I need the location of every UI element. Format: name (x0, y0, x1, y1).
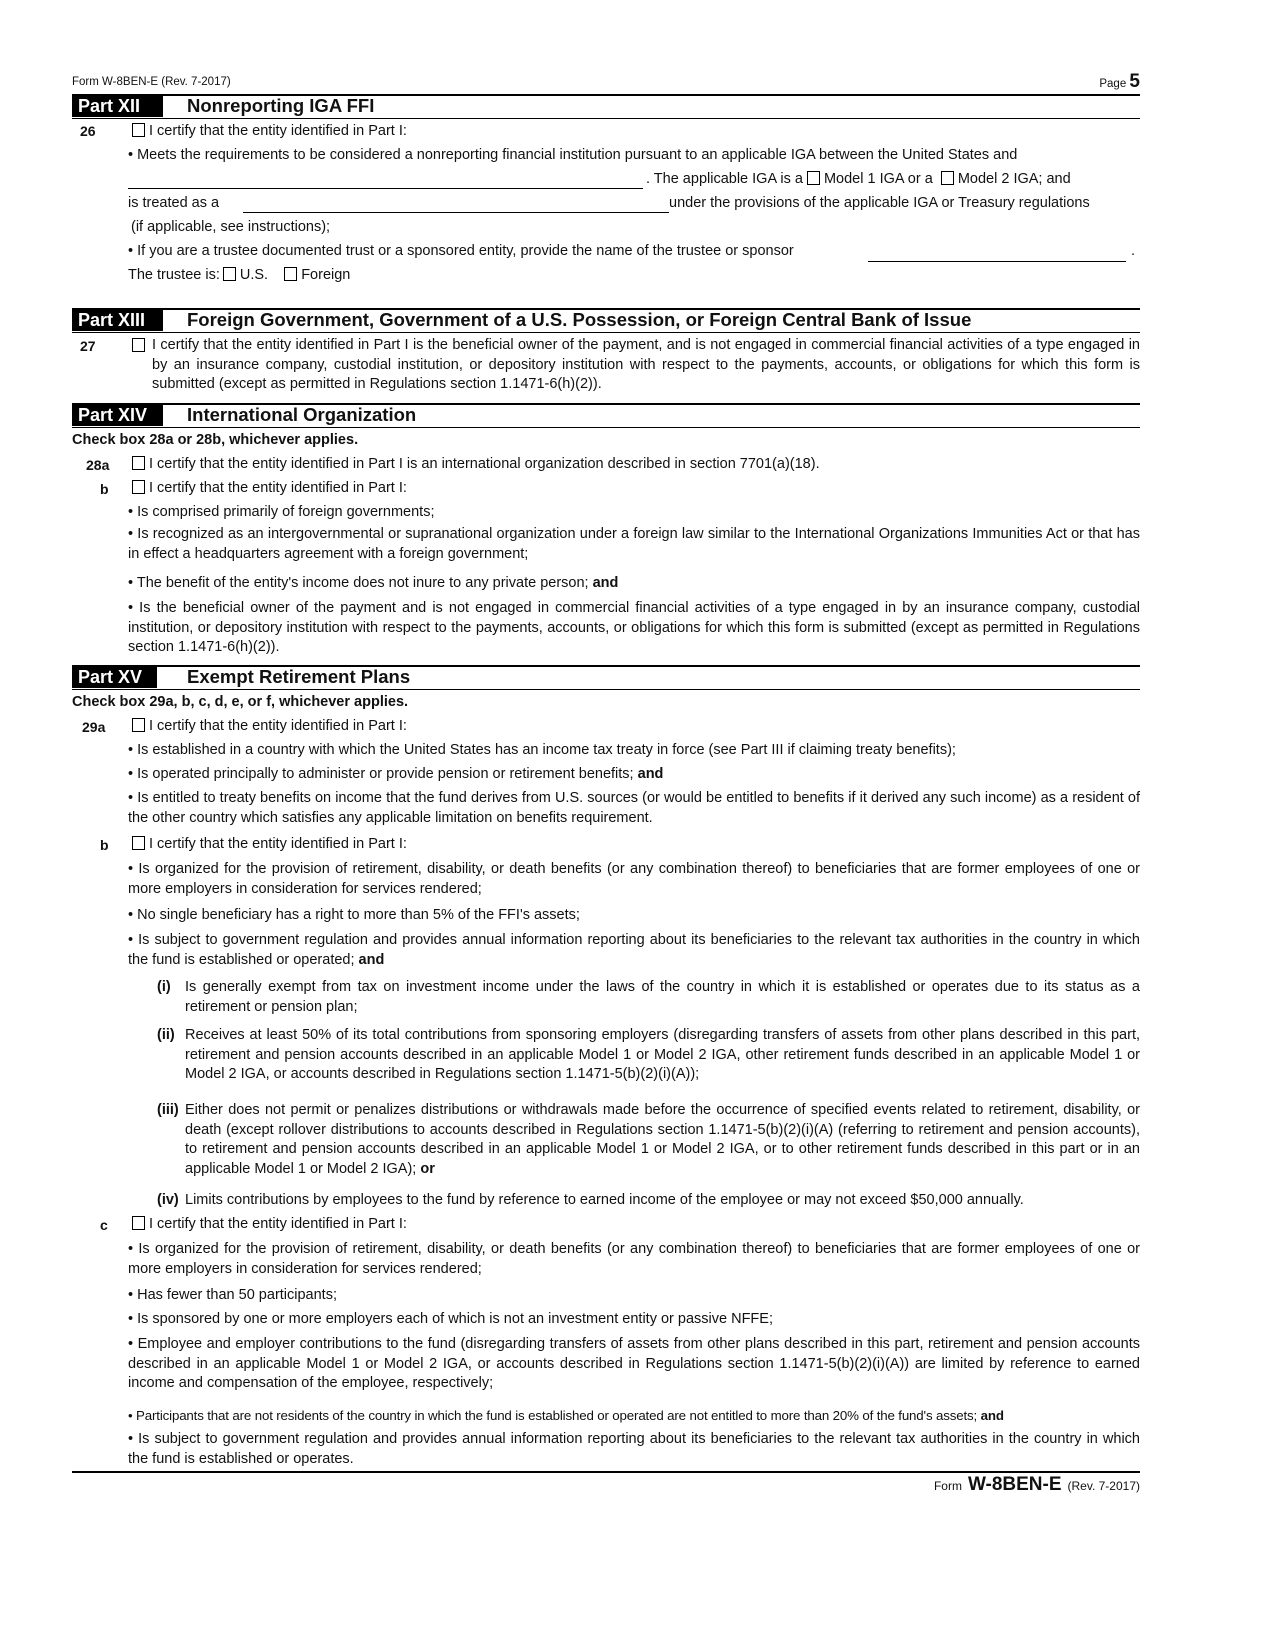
divider (72, 332, 1140, 333)
line-number: 26 (80, 123, 96, 139)
line-number: 27 (80, 338, 96, 354)
line-29c-bullet-3: • Is sponsored by one or more employers each of which is not an investment entity or passive NFFE; (128, 1311, 773, 1327)
line-number: b (100, 837, 109, 853)
line-28b-bullet-2: • Is recognized as an intergovernmental or supranational organization under a foreign law similar to the International Organizations Immunities Act or that has in effect a headquarters agreement with a foreign government; (128, 526, 1140, 562)
line-29a-certify: I certify that the entity identified in Part I: (132, 717, 407, 737)
line-26-bullet-2: • If you are a trustee documented trust or a sponsored entity, provide the name of the trustee or sponsor (128, 243, 794, 259)
line-29c-checkbox[interactable] (132, 1216, 145, 1230)
sub-item-iii: Either does not permit or penalizes distributions or withdrawals made before the occurrence of specified events related to retirement, disability, or death (except rollover distributions to accounts described in Regulations section 1.1471-5(b)(2)(i)(A) (referring to retirement and pension accounts), to retirement and pension accounts described in an applicable Model 1 or Model 2 IGA, or to other retirement funds described in this part or in an applicable Model 1 or Model 2 IGA); or (185, 1102, 1140, 1177)
sub-item-iv: Limits contributions by employees to the fund by reference to earned income of the employee or may not exceed $50,000 annually. (185, 1192, 1024, 1208)
line-28a-checkbox[interactable] (132, 456, 145, 470)
part-15-label: Part XV (72, 666, 157, 688)
part-13-title: Foreign Government, Government of a U.S. Possession, or Foreign Central Bank of Issue (187, 309, 972, 330)
line-number: c (100, 1217, 108, 1233)
sub-item-label: (i) (157, 979, 171, 995)
divider (72, 427, 1140, 428)
line-27-checkbox[interactable] (132, 338, 145, 352)
footer-revision: (Rev. 7-2017) (1067, 1479, 1140, 1493)
form-id-header: Form W-8BEN-E (Rev. 7-2017) (72, 76, 231, 88)
sub-item-i: Is generally exempt from tax on investment income under the laws of the country in which it is established or operates due to its status as a retirement or pension plan; (185, 979, 1140, 1015)
sub-item-ii: Receives at least 50% of its total contributions from sponsoring employers (disregarding transfers of assets from other plans described in this part, retirement and pension accounts described in an applicable Model 1 or Model 2 IGA, other retirement funds described in an applicable Model 1 or Model 2 IGA, or accounts described in Regulations section 1.1471-5(b)(2)(i)(A)); (185, 1027, 1140, 1082)
part-14-label: Part XIV (72, 404, 163, 426)
trustee-is-row: The trustee is: U.S. Foreign (128, 267, 351, 283)
line-29b-checkbox[interactable] (132, 836, 145, 850)
part-12-label: Part XII (72, 95, 163, 117)
line-29b-bullet-2: • No single beneficiary has a right to more than 5% of the FFI's assets; (128, 907, 580, 923)
line-29b-bullet-1: • Is organized for the provision of retirement, disability, or death benefits (or any combination thereof) to beneficiaries that are former employees of one or more employers in consideration for services rendered; (128, 861, 1140, 897)
line-29c-certify: I certify that the entity identified in Part I: (132, 1215, 407, 1235)
if-applicable-text: (if applicable, see instructions); (131, 219, 331, 235)
line-29c-bullet-4: • Employee and employer contributions to the fund (disregarding transfers of assets from other plans described in this part, retirement and pension accounts described in an applicable Model 1 or Model 2 IGA, or accounts described in Regulations section 1.1471-5(b)(2)(i)(A)) are limited by reference to earned income and compensation of the employee, respectively; (128, 1336, 1140, 1391)
part-13-label: Part XIII (72, 309, 163, 331)
page-prefix: Page (1099, 78, 1127, 90)
iga-model-row: . The applicable IGA is a Model 1 IGA or a Model 2 IGA; and (646, 171, 1071, 187)
line-28b-certify: I certify that the entity identified in Part I: (132, 479, 407, 499)
line-29c-bullet-2: • Has fewer than 50 participants; (128, 1287, 337, 1303)
line-29c-bullet-1: • Is organized for the provision of retirement, disability, or death benefits (or any combination thereof) to beneficiaries that are former employees of one or more employers in consideration for services rendered; (128, 1241, 1140, 1277)
trustee-us-checkbox[interactable] (223, 267, 236, 281)
under-provisions-text: under the provisions of the applicable IGA or Treasury regulations (669, 195, 1090, 211)
sub-item-label: (ii) (157, 1027, 175, 1043)
line-29c-bullet-5: • Participants that are not residents of the country in which the fund is established or operated are not entitled to more than 20% of the fund's assets; and (128, 1408, 1004, 1423)
line-29a-bullet-3: • Is entitled to treaty benefits on income that the fund derives from U.S. sources (or would be entitled to benefits if it derived any such income) as a resident of the other country which satisfies any applicable limitation on benefits requirement. (128, 790, 1140, 826)
line-29b-certify: I certify that the entity identified in Part I: (132, 835, 407, 855)
line-29a-checkbox[interactable] (132, 718, 145, 732)
period: . (1131, 243, 1136, 259)
model-2-iga-checkbox[interactable] (941, 171, 954, 185)
iga-country-field[interactable] (128, 188, 643, 189)
footer-form-word: Form (933, 1479, 962, 1493)
line-28b-bullet-4: • Is the beneficial owner of the payment and is not engaged in commercial financial activities of a type engaged in by an insurance company, custodial institution, or depository institution with respect to the payments, accounts, or obligations for which this form is submitted (except as permitted in Regulations section 1.1471-6(h)(2)). (128, 600, 1140, 655)
line-29b-bullet-3: • Is subject to government regulation and provides annual information reporting about its beneficiaries to the relevant tax authorities in the country in which the fund is established or operated; and (128, 932, 1140, 968)
trustee-foreign-checkbox[interactable] (284, 267, 297, 281)
trustee-sponsor-name-field[interactable] (868, 261, 1126, 262)
line-29a-bullet-1: • Is established in a country with which the United States has an income tax treaty in force (see Part III if claiming treaty benefits); (128, 742, 956, 758)
line-28b-bullet-3: • The benefit of the entity's income does not inure to any private person; and (128, 575, 619, 591)
part-15-instruction: Check box 29a, b, c, d, e, or f, whichever applies. (72, 694, 409, 710)
line-26-bullet-1: • Meets the requirements to be considered a nonreporting financial institution pursuant to an applicable IGA between the United States and (128, 147, 1018, 163)
part-12-title: Nonreporting IGA FFI (187, 95, 375, 116)
line-29c-bullet-6: • Is subject to government regulation and provides annual information reporting about its beneficiaries to the relevant tax authorities in the country in which the fund is established or operates. (128, 1431, 1140, 1467)
sub-item-label: (iv) (157, 1192, 179, 1208)
divider (72, 689, 1140, 690)
line-28b-checkbox[interactable] (132, 480, 145, 494)
line-26-certify: I certify that the entity identified in Part I: (132, 122, 407, 142)
line-29a-bullet-2: • Is operated principally to administer or provide pension or retirement benefits; and (128, 766, 664, 782)
sub-item-label: (iii) (157, 1102, 179, 1118)
line-27-text: I certify that the entity identified in Part I is the beneficial owner of the payment, and is not engaged in commercial financial activities of a type engaged in by an insurance company, custodial institution, or depository institution with respect to the payments, accounts, or obligations for which this form is submitted (except as permitted in Regulations section 1.1471-6(h)(2)). (152, 337, 1140, 392)
line-number: b (100, 481, 109, 497)
line-26-checkbox[interactable] (132, 123, 145, 137)
treated-as-label: is treated as a (128, 195, 220, 211)
divider (72, 1471, 1140, 1473)
page-number-value: 5 (1129, 71, 1140, 92)
model-1-iga-checkbox[interactable] (807, 171, 820, 185)
footer-form-name: W-8BEN-E (967, 1474, 1062, 1495)
line-28a: I certify that the entity identified in Part I is an international organization described in section 7701(a)(18). (132, 455, 820, 475)
line-28b-bullet-1: • Is comprised primarily of foreign governments; (128, 504, 435, 520)
line-number: 28a (86, 457, 110, 473)
divider (72, 118, 1140, 119)
part-14-title: International Organization (187, 404, 417, 425)
page-number (1060, 71, 1140, 93)
line-number: 29a (82, 719, 106, 735)
treated-as-field[interactable] (243, 212, 669, 213)
form-footer (934, 1474, 1140, 1496)
part-14-instruction: Check box 28a or 28b, whichever applies. (72, 432, 359, 448)
part-15-title: Exempt Retirement Plans (187, 666, 411, 687)
